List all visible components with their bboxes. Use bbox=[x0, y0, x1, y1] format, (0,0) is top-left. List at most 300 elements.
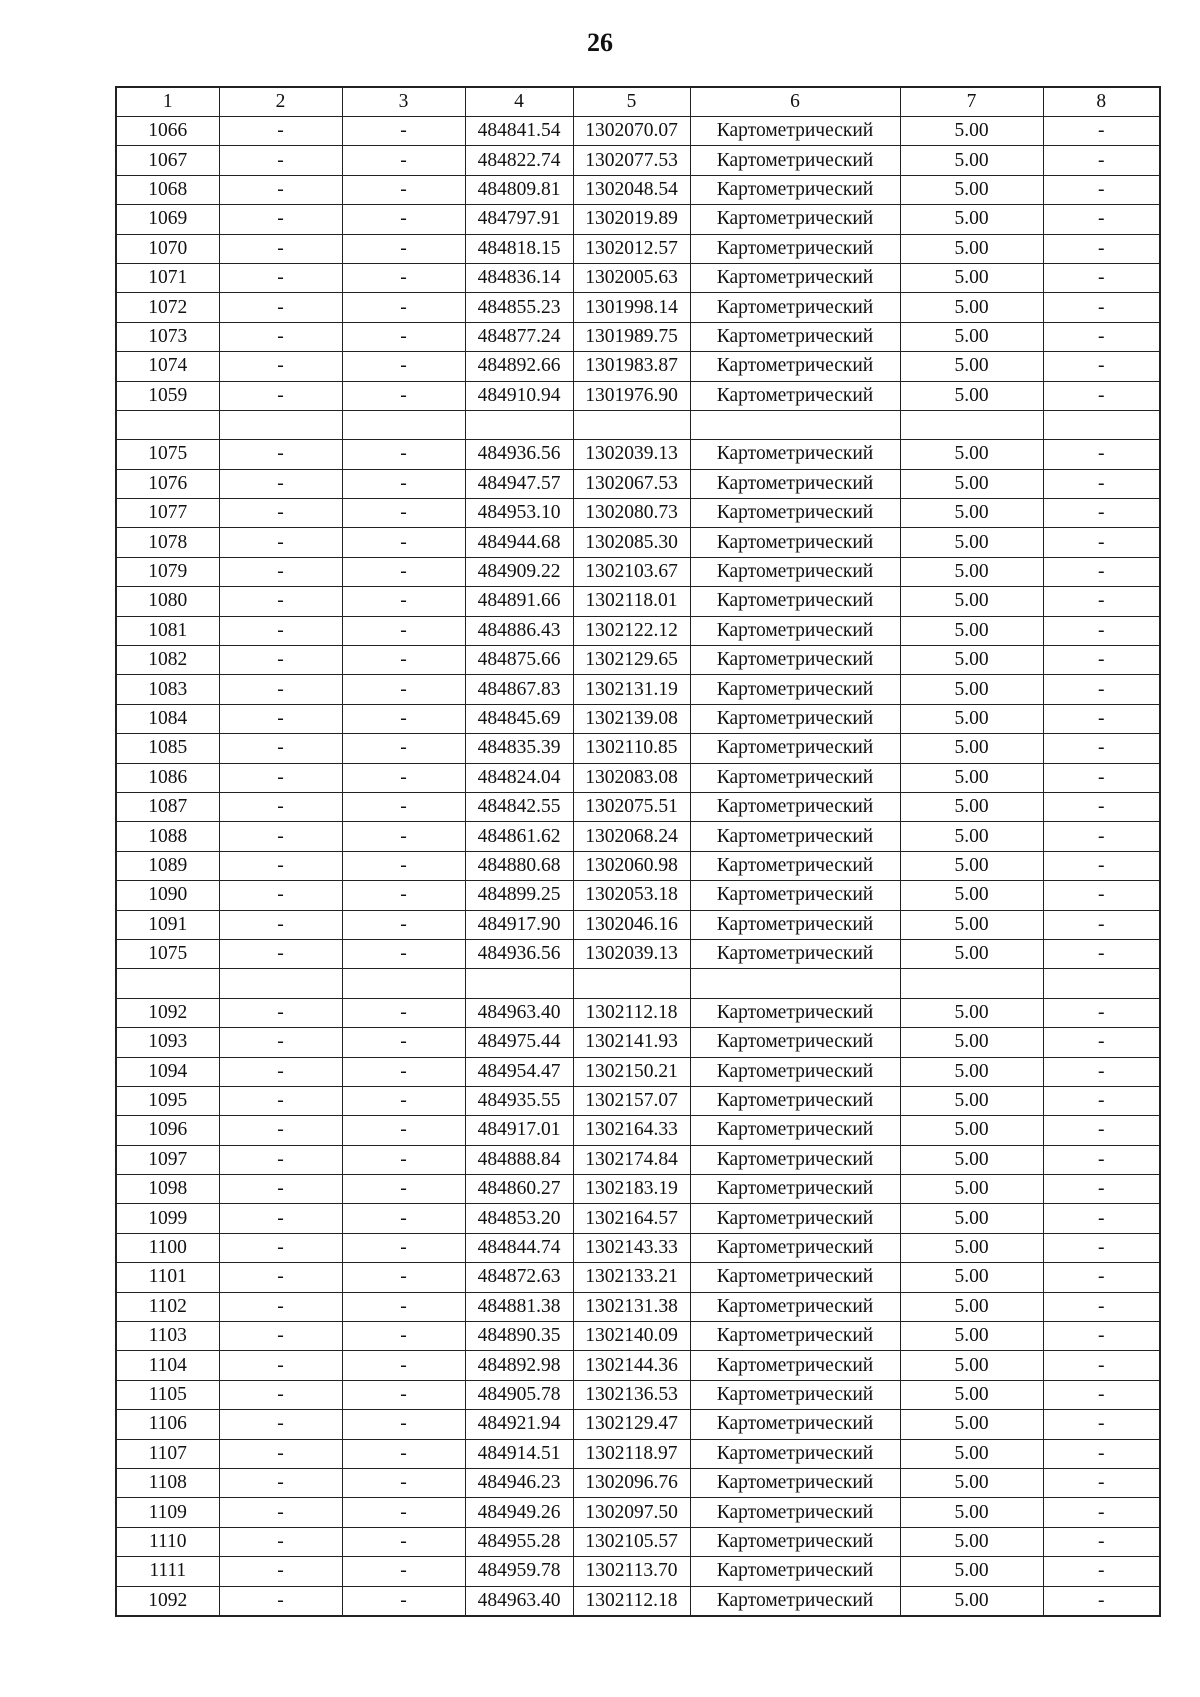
y-coordinate-cell: 1302097.50 bbox=[573, 1498, 690, 1527]
col8-cell: - bbox=[1043, 293, 1160, 322]
x-coordinate-cell: 484880.68 bbox=[465, 851, 573, 880]
y-coordinate-cell: 1302039.13 bbox=[573, 939, 690, 968]
point-id-cell: 1081 bbox=[116, 616, 219, 645]
group-separator-row bbox=[116, 969, 1160, 998]
x-coordinate-cell: 484891.66 bbox=[465, 587, 573, 616]
col8-cell: - bbox=[1043, 675, 1160, 704]
x-coordinate-cell: 484949.26 bbox=[465, 1498, 573, 1527]
col8-cell: - bbox=[1043, 1557, 1160, 1586]
accuracy-cell: 5.00 bbox=[900, 1439, 1043, 1468]
empty-cell bbox=[465, 969, 573, 998]
x-coordinate-cell: 484844.74 bbox=[465, 1233, 573, 1262]
col8-cell: - bbox=[1043, 939, 1160, 968]
table-row bbox=[116, 851, 1160, 880]
col2-cell: - bbox=[219, 1204, 342, 1233]
method-cell: Картометрический bbox=[690, 1116, 900, 1145]
point-id-cell: 1108 bbox=[116, 1468, 219, 1497]
point-id-cell: 1099 bbox=[116, 1204, 219, 1233]
column-header-row bbox=[116, 87, 1160, 117]
x-coordinate-cell: 484861.62 bbox=[465, 822, 573, 851]
x-coordinate-cell: 484959.78 bbox=[465, 1557, 573, 1586]
point-id-cell: 1109 bbox=[116, 1498, 219, 1527]
accuracy-cell: 5.00 bbox=[900, 1263, 1043, 1292]
y-coordinate-cell: 1302103.67 bbox=[573, 557, 690, 586]
col3-cell: - bbox=[342, 939, 465, 968]
coordinates-table bbox=[115, 86, 1161, 1617]
x-coordinate-cell: 484822.74 bbox=[465, 146, 573, 175]
point-id-cell: 1107 bbox=[116, 1439, 219, 1468]
y-coordinate-cell: 1302085.30 bbox=[573, 528, 690, 557]
col3-cell: - bbox=[342, 1204, 465, 1233]
table-row bbox=[116, 1410, 1160, 1439]
x-coordinate-cell: 484963.40 bbox=[465, 998, 573, 1027]
table-row bbox=[116, 528, 1160, 557]
point-id-cell: 1090 bbox=[116, 881, 219, 910]
y-coordinate-cell: 1302136.53 bbox=[573, 1380, 690, 1409]
accuracy-cell: 5.00 bbox=[900, 1233, 1043, 1262]
col3-cell: - bbox=[342, 1086, 465, 1115]
col8-cell: - bbox=[1043, 557, 1160, 586]
accuracy-cell: 5.00 bbox=[900, 763, 1043, 792]
y-coordinate-cell: 1302070.07 bbox=[573, 117, 690, 146]
col8-cell: - bbox=[1043, 1586, 1160, 1616]
method-cell: Картометрический bbox=[690, 1175, 900, 1204]
y-coordinate-cell: 1302139.08 bbox=[573, 704, 690, 733]
point-id-cell: 1104 bbox=[116, 1351, 219, 1380]
empty-cell bbox=[900, 410, 1043, 439]
col3-cell: - bbox=[342, 1380, 465, 1409]
table-row bbox=[116, 704, 1160, 733]
method-cell: Картометрический bbox=[690, 205, 900, 234]
page-number: 26 bbox=[587, 28, 613, 57]
point-id-cell: 1097 bbox=[116, 1145, 219, 1174]
accuracy-cell: 5.00 bbox=[900, 499, 1043, 528]
accuracy-cell: 5.00 bbox=[900, 528, 1043, 557]
method-cell: Картометрический bbox=[690, 469, 900, 498]
y-coordinate-cell: 1302122.12 bbox=[573, 616, 690, 645]
x-coordinate-cell: 484892.98 bbox=[465, 1351, 573, 1380]
x-coordinate-cell: 484944.68 bbox=[465, 528, 573, 557]
point-id-cell: 1091 bbox=[116, 910, 219, 939]
accuracy-cell: 5.00 bbox=[900, 704, 1043, 733]
y-coordinate-cell: 1302039.13 bbox=[573, 440, 690, 469]
table-row bbox=[116, 234, 1160, 263]
point-id-cell: 1088 bbox=[116, 822, 219, 851]
accuracy-cell: 5.00 bbox=[900, 146, 1043, 175]
col8-cell: - bbox=[1043, 1292, 1160, 1321]
col8-cell: - bbox=[1043, 175, 1160, 204]
col8-cell: - bbox=[1043, 1322, 1160, 1351]
accuracy-cell: 5.00 bbox=[900, 1351, 1043, 1380]
col8-cell: - bbox=[1043, 352, 1160, 381]
col3-cell: - bbox=[342, 263, 465, 292]
accuracy-cell: 5.00 bbox=[900, 851, 1043, 880]
col8-cell: - bbox=[1043, 822, 1160, 851]
point-id-cell: 1110 bbox=[116, 1527, 219, 1556]
col2-cell: - bbox=[219, 822, 342, 851]
col8-cell: - bbox=[1043, 146, 1160, 175]
col3-cell: - bbox=[342, 763, 465, 792]
point-id-cell: 1071 bbox=[116, 263, 219, 292]
table-row bbox=[116, 1527, 1160, 1556]
empty-cell bbox=[690, 410, 900, 439]
col2-cell: - bbox=[219, 616, 342, 645]
col2-cell: - bbox=[219, 1086, 342, 1115]
y-coordinate-cell: 1302131.19 bbox=[573, 675, 690, 704]
col8-cell: - bbox=[1043, 763, 1160, 792]
table-row bbox=[116, 381, 1160, 410]
table-row bbox=[116, 1204, 1160, 1233]
col3-cell: - bbox=[342, 381, 465, 410]
method-cell: Картометрический bbox=[690, 293, 900, 322]
x-coordinate-cell: 484809.81 bbox=[465, 175, 573, 204]
y-coordinate-cell: 1302083.08 bbox=[573, 763, 690, 792]
col2-cell: - bbox=[219, 440, 342, 469]
method-cell: Картометрический bbox=[690, 998, 900, 1027]
y-coordinate-cell: 1302164.57 bbox=[573, 1204, 690, 1233]
method-cell: Картометрический bbox=[690, 1233, 900, 1262]
method-cell: Картометрический bbox=[690, 881, 900, 910]
y-coordinate-cell: 1302060.98 bbox=[573, 851, 690, 880]
col3-cell: - bbox=[342, 1116, 465, 1145]
col3-cell: - bbox=[342, 646, 465, 675]
table-row bbox=[116, 1145, 1160, 1174]
table-row bbox=[116, 910, 1160, 939]
table-row bbox=[116, 499, 1160, 528]
point-id-cell: 1075 bbox=[116, 939, 219, 968]
col2-cell: - bbox=[219, 1175, 342, 1204]
table-row bbox=[116, 587, 1160, 616]
accuracy-cell: 5.00 bbox=[900, 1204, 1043, 1233]
point-id-cell: 1074 bbox=[116, 352, 219, 381]
col8-cell: - bbox=[1043, 792, 1160, 821]
x-coordinate-cell: 484935.55 bbox=[465, 1086, 573, 1115]
accuracy-cell: 5.00 bbox=[900, 1086, 1043, 1115]
col8-cell: - bbox=[1043, 1351, 1160, 1380]
method-cell: Картометрический bbox=[690, 1439, 900, 1468]
method-cell: Картометрический bbox=[690, 381, 900, 410]
x-coordinate-cell: 484888.84 bbox=[465, 1145, 573, 1174]
point-id-cell: 1093 bbox=[116, 1028, 219, 1057]
col3-cell: - bbox=[342, 117, 465, 146]
col8-cell: - bbox=[1043, 381, 1160, 410]
y-coordinate-cell: 1302164.33 bbox=[573, 1116, 690, 1145]
table-row bbox=[116, 998, 1160, 1027]
accuracy-cell: 5.00 bbox=[900, 792, 1043, 821]
y-coordinate-cell: 1302110.85 bbox=[573, 734, 690, 763]
y-coordinate-cell: 1301976.90 bbox=[573, 381, 690, 410]
point-id-cell: 1072 bbox=[116, 293, 219, 322]
col2-cell: - bbox=[219, 557, 342, 586]
col2-cell: - bbox=[219, 1468, 342, 1497]
col8-cell: - bbox=[1043, 881, 1160, 910]
col8-cell: - bbox=[1043, 440, 1160, 469]
col2-cell: - bbox=[219, 998, 342, 1027]
col8-cell: - bbox=[1043, 646, 1160, 675]
point-id-cell: 1101 bbox=[116, 1263, 219, 1292]
point-id-cell: 1085 bbox=[116, 734, 219, 763]
col2-cell: - bbox=[219, 734, 342, 763]
y-coordinate-cell: 1302005.63 bbox=[573, 263, 690, 292]
method-cell: Картометрический bbox=[690, 263, 900, 292]
y-coordinate-cell: 1302112.18 bbox=[573, 998, 690, 1027]
method-cell: Картометрический bbox=[690, 322, 900, 351]
col8-cell: - bbox=[1043, 205, 1160, 234]
accuracy-cell: 5.00 bbox=[900, 1380, 1043, 1409]
col3-cell: - bbox=[342, 322, 465, 351]
x-coordinate-cell: 484909.22 bbox=[465, 557, 573, 586]
col2-cell: - bbox=[219, 469, 342, 498]
method-cell: Картометрический bbox=[690, 763, 900, 792]
y-coordinate-cell: 1302112.18 bbox=[573, 1586, 690, 1616]
accuracy-cell: 5.00 bbox=[900, 117, 1043, 146]
column-header: 6 bbox=[690, 87, 900, 117]
col2-cell: - bbox=[219, 881, 342, 910]
empty-cell bbox=[690, 969, 900, 998]
table-row bbox=[116, 1498, 1160, 1527]
accuracy-cell: 5.00 bbox=[900, 939, 1043, 968]
point-id-cell: 1087 bbox=[116, 792, 219, 821]
table-row bbox=[116, 1086, 1160, 1115]
y-coordinate-cell: 1302068.24 bbox=[573, 822, 690, 851]
y-coordinate-cell: 1302150.21 bbox=[573, 1057, 690, 1086]
col3-cell: - bbox=[342, 1410, 465, 1439]
method-cell: Картометрический bbox=[690, 675, 900, 704]
x-coordinate-cell: 484842.55 bbox=[465, 792, 573, 821]
method-cell: Картометрический bbox=[690, 704, 900, 733]
table-row bbox=[116, 881, 1160, 910]
point-id-cell: 1100 bbox=[116, 1233, 219, 1262]
accuracy-cell: 5.00 bbox=[900, 469, 1043, 498]
col2-cell: - bbox=[219, 1263, 342, 1292]
col3-cell: - bbox=[342, 1527, 465, 1556]
table-row bbox=[116, 822, 1160, 851]
x-coordinate-cell: 484881.38 bbox=[465, 1292, 573, 1321]
col2-cell: - bbox=[219, 1292, 342, 1321]
empty-cell bbox=[573, 969, 690, 998]
accuracy-cell: 5.00 bbox=[900, 1557, 1043, 1586]
y-coordinate-cell: 1302141.93 bbox=[573, 1028, 690, 1057]
col2-cell: - bbox=[219, 1028, 342, 1057]
point-id-cell: 1070 bbox=[116, 234, 219, 263]
col3-cell: - bbox=[342, 910, 465, 939]
y-coordinate-cell: 1302077.53 bbox=[573, 146, 690, 175]
accuracy-cell: 5.00 bbox=[900, 998, 1043, 1027]
col8-cell: - bbox=[1043, 1116, 1160, 1145]
y-coordinate-cell: 1302118.97 bbox=[573, 1439, 690, 1468]
accuracy-cell: 5.00 bbox=[900, 322, 1043, 351]
table-row bbox=[116, 146, 1160, 175]
col3-cell: - bbox=[342, 1468, 465, 1497]
col2-cell: - bbox=[219, 1351, 342, 1380]
empty-cell bbox=[1043, 969, 1160, 998]
method-cell: Картометрический bbox=[690, 792, 900, 821]
accuracy-cell: 5.00 bbox=[900, 1498, 1043, 1527]
col8-cell: - bbox=[1043, 528, 1160, 557]
y-coordinate-cell: 1302131.38 bbox=[573, 1292, 690, 1321]
point-id-cell: 1103 bbox=[116, 1322, 219, 1351]
table-row bbox=[116, 1586, 1160, 1616]
method-cell: Картометрический bbox=[690, 1057, 900, 1086]
accuracy-cell: 5.00 bbox=[900, 646, 1043, 675]
accuracy-cell: 5.00 bbox=[900, 263, 1043, 292]
col2-cell: - bbox=[219, 1557, 342, 1586]
col3-cell: - bbox=[342, 822, 465, 851]
accuracy-cell: 5.00 bbox=[900, 205, 1043, 234]
table-row bbox=[116, 1557, 1160, 1586]
y-coordinate-cell: 1302144.36 bbox=[573, 1351, 690, 1380]
table-row bbox=[116, 1116, 1160, 1145]
accuracy-cell: 5.00 bbox=[900, 734, 1043, 763]
point-id-cell: 1076 bbox=[116, 469, 219, 498]
x-coordinate-cell: 484860.27 bbox=[465, 1175, 573, 1204]
col8-cell: - bbox=[1043, 1145, 1160, 1174]
col8-cell: - bbox=[1043, 499, 1160, 528]
accuracy-cell: 5.00 bbox=[900, 1175, 1043, 1204]
col3-cell: - bbox=[342, 1586, 465, 1616]
accuracy-cell: 5.00 bbox=[900, 381, 1043, 410]
x-coordinate-cell: 484818.15 bbox=[465, 234, 573, 263]
col3-cell: - bbox=[342, 499, 465, 528]
accuracy-cell: 5.00 bbox=[900, 1145, 1043, 1174]
col3-cell: - bbox=[342, 734, 465, 763]
y-coordinate-cell: 1302053.18 bbox=[573, 881, 690, 910]
method-cell: Картометрический bbox=[690, 528, 900, 557]
column-header: 1 bbox=[116, 87, 219, 117]
accuracy-cell: 5.00 bbox=[900, 822, 1043, 851]
x-coordinate-cell: 484917.90 bbox=[465, 910, 573, 939]
method-cell: Картометрический bbox=[690, 175, 900, 204]
point-id-cell: 1082 bbox=[116, 646, 219, 675]
x-coordinate-cell: 484936.56 bbox=[465, 939, 573, 968]
col2-cell: - bbox=[219, 851, 342, 880]
y-coordinate-cell: 1302129.47 bbox=[573, 1410, 690, 1439]
point-id-cell: 1111 bbox=[116, 1557, 219, 1586]
method-cell: Картометрический bbox=[690, 1410, 900, 1439]
col3-cell: - bbox=[342, 1057, 465, 1086]
col2-cell: - bbox=[219, 1410, 342, 1439]
col2-cell: - bbox=[219, 1527, 342, 1556]
table-row bbox=[116, 1028, 1160, 1057]
col2-cell: - bbox=[219, 910, 342, 939]
col2-cell: - bbox=[219, 205, 342, 234]
col8-cell: - bbox=[1043, 851, 1160, 880]
col3-cell: - bbox=[342, 1498, 465, 1527]
col8-cell: - bbox=[1043, 704, 1160, 733]
accuracy-cell: 5.00 bbox=[900, 1322, 1043, 1351]
col2-cell: - bbox=[219, 763, 342, 792]
col2-cell: - bbox=[219, 1057, 342, 1086]
col8-cell: - bbox=[1043, 1263, 1160, 1292]
x-coordinate-cell: 484824.04 bbox=[465, 763, 573, 792]
y-coordinate-cell: 1302075.51 bbox=[573, 792, 690, 821]
accuracy-cell: 5.00 bbox=[900, 352, 1043, 381]
point-id-cell: 1080 bbox=[116, 587, 219, 616]
x-coordinate-cell: 484910.94 bbox=[465, 381, 573, 410]
point-id-cell: 1068 bbox=[116, 175, 219, 204]
col3-cell: - bbox=[342, 587, 465, 616]
col2-cell: - bbox=[219, 322, 342, 351]
x-coordinate-cell: 484841.54 bbox=[465, 117, 573, 146]
col2-cell: - bbox=[219, 1498, 342, 1527]
col8-cell: - bbox=[1043, 1233, 1160, 1262]
x-coordinate-cell: 484875.66 bbox=[465, 646, 573, 675]
column-header: 8 bbox=[1043, 87, 1160, 117]
y-coordinate-cell: 1302113.70 bbox=[573, 1557, 690, 1586]
col2-cell: - bbox=[219, 704, 342, 733]
x-coordinate-cell: 484914.51 bbox=[465, 1439, 573, 1468]
x-coordinate-cell: 484921.94 bbox=[465, 1410, 573, 1439]
x-coordinate-cell: 484867.83 bbox=[465, 675, 573, 704]
table-row bbox=[116, 1351, 1160, 1380]
method-cell: Картометрический bbox=[690, 1292, 900, 1321]
x-coordinate-cell: 484892.66 bbox=[465, 352, 573, 381]
col8-cell: - bbox=[1043, 1468, 1160, 1497]
x-coordinate-cell: 484853.20 bbox=[465, 1204, 573, 1233]
col3-cell: - bbox=[342, 1175, 465, 1204]
col2-cell: - bbox=[219, 646, 342, 675]
method-cell: Картометрический bbox=[690, 646, 900, 675]
y-coordinate-cell: 1302080.73 bbox=[573, 499, 690, 528]
col8-cell: - bbox=[1043, 616, 1160, 645]
accuracy-cell: 5.00 bbox=[900, 616, 1043, 645]
table-row bbox=[116, 792, 1160, 821]
point-id-cell: 1105 bbox=[116, 1380, 219, 1409]
x-coordinate-cell: 484877.24 bbox=[465, 322, 573, 351]
col2-cell: - bbox=[219, 1116, 342, 1145]
accuracy-cell: 5.00 bbox=[900, 881, 1043, 910]
point-id-cell: 1086 bbox=[116, 763, 219, 792]
col2-cell: - bbox=[219, 381, 342, 410]
empty-cell bbox=[116, 410, 219, 439]
col8-cell: - bbox=[1043, 910, 1160, 939]
table-row bbox=[116, 1263, 1160, 1292]
method-cell: Картометрический bbox=[690, 734, 900, 763]
col8-cell: - bbox=[1043, 263, 1160, 292]
x-coordinate-cell: 484953.10 bbox=[465, 499, 573, 528]
x-coordinate-cell: 484872.63 bbox=[465, 1263, 573, 1292]
method-cell: Картометрический bbox=[690, 1086, 900, 1115]
point-id-cell: 1078 bbox=[116, 528, 219, 557]
point-id-cell: 1067 bbox=[116, 146, 219, 175]
point-id-cell: 1096 bbox=[116, 1116, 219, 1145]
col2-cell: - bbox=[219, 499, 342, 528]
col3-cell: - bbox=[342, 675, 465, 704]
method-cell: Картометрический bbox=[690, 910, 900, 939]
table-row bbox=[116, 1057, 1160, 1086]
table-row bbox=[116, 293, 1160, 322]
x-coordinate-cell: 484855.23 bbox=[465, 293, 573, 322]
accuracy-cell: 5.00 bbox=[900, 234, 1043, 263]
y-coordinate-cell: 1302105.57 bbox=[573, 1527, 690, 1556]
point-id-cell: 1075 bbox=[116, 440, 219, 469]
method-cell: Картометрический bbox=[690, 1468, 900, 1497]
accuracy-cell: 5.00 bbox=[900, 1527, 1043, 1556]
method-cell: Картометрический bbox=[690, 587, 900, 616]
col8-cell: - bbox=[1043, 1086, 1160, 1115]
x-coordinate-cell: 484836.14 bbox=[465, 263, 573, 292]
col2-cell: - bbox=[219, 792, 342, 821]
accuracy-cell: 5.00 bbox=[900, 1586, 1043, 1616]
y-coordinate-cell: 1301989.75 bbox=[573, 322, 690, 351]
col3-cell: - bbox=[342, 792, 465, 821]
table-body bbox=[116, 117, 1160, 1616]
point-id-cell: 1095 bbox=[116, 1086, 219, 1115]
empty-cell bbox=[219, 410, 342, 439]
table-row bbox=[116, 616, 1160, 645]
table-row bbox=[116, 1233, 1160, 1262]
col3-cell: - bbox=[342, 704, 465, 733]
